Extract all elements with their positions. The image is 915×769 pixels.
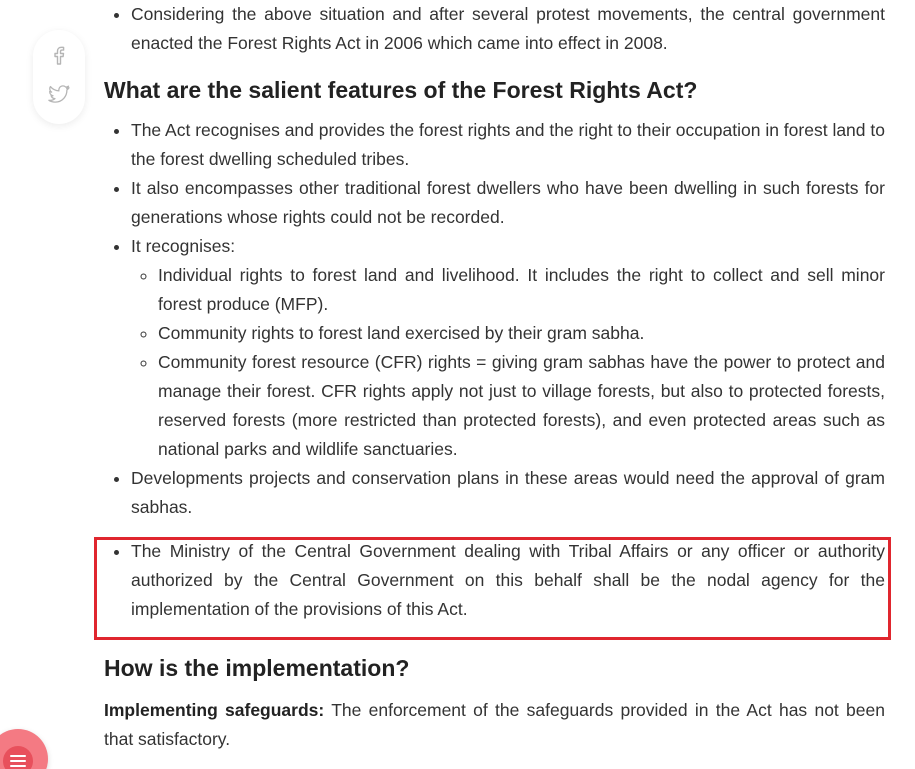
sub-list-item: ◦ Community forest resource (CFR) rights = giving gram sabhas have the power to protect and manage their forest. CFR rights apply not just to village forests, but also to protected forests, reserved forests (more restricted than protected forests), and even protected areas such as national parks and wildlife sanctuaries. (158, 348, 885, 464)
rights-sublist (131, 261, 885, 464)
list-item: • Considering the above situation and after several protest movements, the central government enacted the Forest Rights Act in 2006 which came into effect in 2008. (131, 0, 885, 58)
article-content (104, 0, 885, 754)
list-item: • The Act recognises and provides the forest rights and the right to their occupation in forest land to the forest dwelling scheduled tribes. (131, 116, 885, 174)
list-item: • Developments projects and conservation plans in these areas would need the approval of gram sabhas. (131, 464, 885, 522)
section-heading-features: What are the salient features of the Forest Rights Act? (104, 77, 698, 103)
paragraph-label: Implementing safeguards: (104, 700, 325, 720)
implementation-paragraph (104, 696, 885, 754)
twitter-icon[interactable] (47, 82, 71, 106)
menu-icon (3, 746, 33, 769)
facebook-icon[interactable] (47, 43, 71, 67)
features-list (104, 116, 885, 624)
paragraph-text: The enforcement of the safeguards provided in the Act has not been that satisfactory. (104, 700, 885, 749)
social-share-bar (33, 30, 85, 124)
highlighted-list-item: • The Ministry of the Central Government dealing with Tribal Affairs or any officer or authority authorized by the Central Government on this behalf shall be the nodal agency for the implementation of the provisions of this Act. (131, 537, 885, 624)
sub-list-item: ◦ Individual rights to forest land and livelihood. It includes the right to collect and sell minor forest produce (MFP). (158, 261, 885, 319)
list-item: • It also encompasses other traditional forest dwellers who have been dwelling in such forests for generations whose rights could not be recorded. (131, 174, 885, 232)
sub-list-item: ◦ Community rights to forest land exercised by their gram sabha. (158, 319, 885, 348)
floating-menu-button[interactable] (0, 729, 48, 769)
intro-list (104, 0, 885, 58)
list-item-label: It recognises: (131, 236, 236, 256)
section-heading-implementation: How is the implementation? (104, 655, 410, 681)
list-item-recognises (131, 232, 885, 464)
